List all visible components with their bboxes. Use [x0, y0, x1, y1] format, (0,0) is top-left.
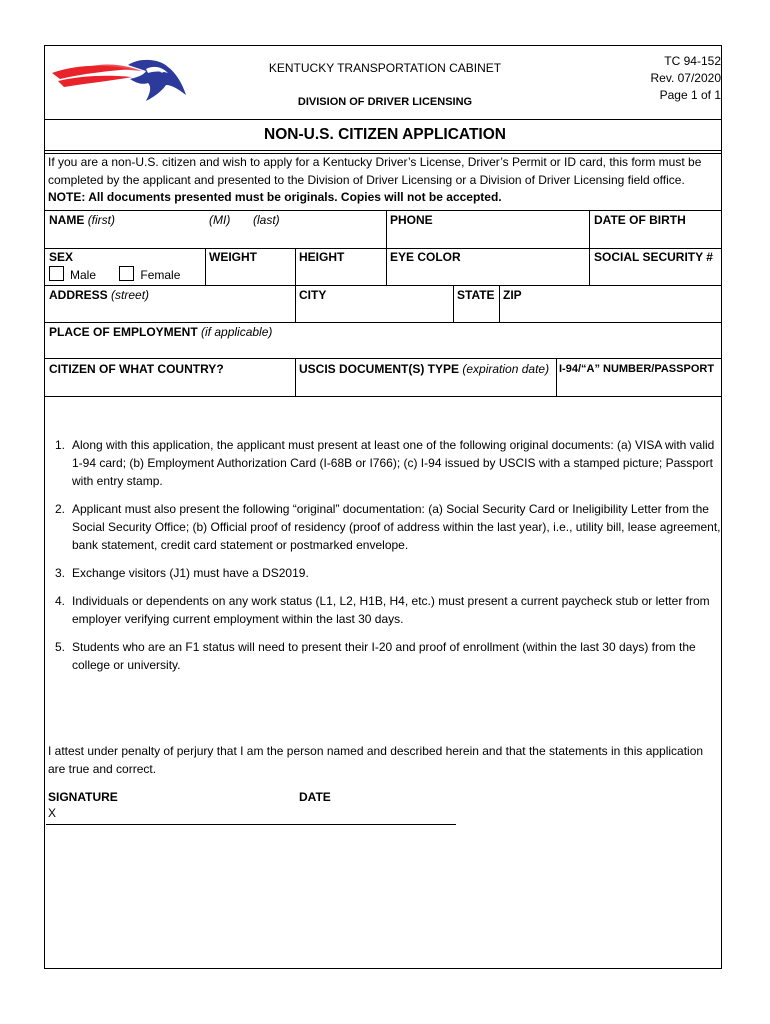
list-item [48, 500, 724, 554]
grid-line [295, 248, 296, 322]
list-item-text: Applicant must also present the following “original” documentation: (a) Social Security Card or Ineligibility Letter from the Social Security Office; (b) Official proof of residency (proof of address within the last year), i.e., utility bill, lease agreement, bank statement, credit card statement or postmarked envelope. [72, 502, 721, 552]
grid-line [44, 285, 722, 286]
list-item-number: 2. [55, 502, 66, 516]
zip-field[interactable]: ZIP [503, 288, 522, 302]
divider [44, 150, 722, 151]
grid-line [453, 285, 454, 322]
dob-field[interactable]: DATE OF BIRTH [594, 213, 686, 227]
grid-line [556, 358, 557, 396]
page-number: Page 1 of 1 [659, 88, 721, 102]
grid-line [44, 358, 722, 359]
uscis-document-label: USCIS DOCUMENT(S) TYPE [299, 362, 460, 376]
instructions-list [48, 436, 724, 684]
weight-field[interactable]: WEIGHT [209, 250, 257, 264]
uscis-document-field[interactable] [299, 362, 549, 376]
sex-options [49, 266, 180, 282]
male-checkbox[interactable] [49, 266, 64, 281]
address-label: ADDRESS [49, 288, 108, 302]
grid-line [589, 210, 590, 285]
form-number: TC 94-152 [664, 54, 721, 68]
grid-line [44, 210, 722, 211]
grid-line [44, 322, 722, 323]
citizen-country-field[interactable]: CITIZEN OF WHAT COUNTRY? [49, 362, 224, 376]
name-first-label: (first) [87, 213, 116, 227]
list-item-number: 3. [55, 566, 66, 580]
list-item-text: Students who are an F1 status will need to present their I-20 and proof of enrollment (within the last 30 days) from the college or university. [72, 640, 696, 672]
page-title: NON-U.S. CITIZEN APPLICATION [264, 126, 506, 143]
grid-line [386, 248, 387, 285]
intro-body: If you are a non-U.S. citizen and wish to apply for a Kentucky Driver’s License, Driver’s Permit or ID card, this form must be completed by the applicant and presented to the Division of Driver Licensing or a Division of Driver Licensing field office. [48, 155, 702, 187]
signature-label: SIGNATURE [48, 790, 118, 804]
form-info [651, 53, 722, 104]
grid-line [295, 358, 296, 396]
list-item-text: Exchange visitors (J1) must have a DS2019. [72, 566, 309, 580]
male-label: Male [70, 268, 97, 282]
signature-line[interactable] [46, 824, 456, 825]
date-label: DATE [299, 790, 331, 804]
uscis-document-note: (expiration date) [462, 362, 550, 376]
list-item-number: 5. [55, 640, 66, 654]
phone-field[interactable]: PHONE [390, 213, 433, 227]
female-checkbox[interactable] [119, 266, 134, 281]
grid-line [44, 248, 722, 249]
list-item [48, 638, 724, 674]
list-item [48, 436, 724, 490]
address-street-label: (street) [111, 288, 150, 302]
form-revision: Rev. 07/2020 [650, 71, 721, 85]
name-label: NAME [49, 213, 85, 227]
list-item-text: Individuals or dependents on any work status (L1, L2, H1B, H4, etc.) must present a current paycheck stub or letter from employer verifying current employment within the last 30 days. [72, 594, 710, 626]
name-last-label: (last) [253, 213, 280, 227]
name-field[interactable] [49, 213, 115, 227]
division-name: DIVISION OF DRIVER LICENSING [297, 96, 473, 108]
employment-field[interactable] [49, 325, 272, 339]
female-label: Female [140, 268, 181, 282]
grid-line [386, 210, 387, 248]
employment-label: PLACE OF EMPLOYMENT [49, 325, 198, 339]
address-field[interactable] [49, 288, 149, 302]
list-item-text: Along with this application, the applicant must present at least one of the following original documents: (a) VISA with valid 1-94 card; (b) Employment Authorization Card (I-68B or I766); (c) I-94 issued by USCIS with a stamped picture; Passport with entry stamp. [72, 438, 715, 488]
signature-mark: X [48, 806, 57, 820]
sex-label: SEX [49, 250, 74, 264]
eye-color-field[interactable]: EYE COLOR [390, 250, 461, 264]
ssn-field[interactable]: SOCIAL SECURITY # [594, 250, 713, 264]
name-mi-label: (MI) [209, 213, 231, 227]
intro-text [48, 154, 720, 207]
divider [44, 119, 722, 120]
grid-line [205, 248, 206, 285]
i94-number-field[interactable]: I-94/“A” NUMBER/PASSPORT [559, 363, 715, 375]
list-item [48, 564, 724, 582]
agency-name: KENTUCKY TRANSPORTATION CABINET [268, 61, 502, 75]
attestation-text: I attest under penalty of perjury that I am the person named and described herein and that the statements in this application are true and correct. [48, 744, 704, 776]
intro-note: NOTE: All documents presented must be originals. Copies will not be accepted. [48, 190, 502, 204]
list-item [48, 592, 724, 628]
grid-line [44, 396, 722, 397]
height-field[interactable]: HEIGHT [299, 250, 345, 264]
state-field[interactable]: STATE [457, 288, 495, 302]
employment-note: (if applicable) [201, 325, 273, 339]
list-item-number: 4. [55, 594, 66, 608]
city-field[interactable]: CITY [299, 288, 327, 302]
list-item-number: 1. [55, 438, 66, 452]
grid-line [499, 285, 500, 322]
